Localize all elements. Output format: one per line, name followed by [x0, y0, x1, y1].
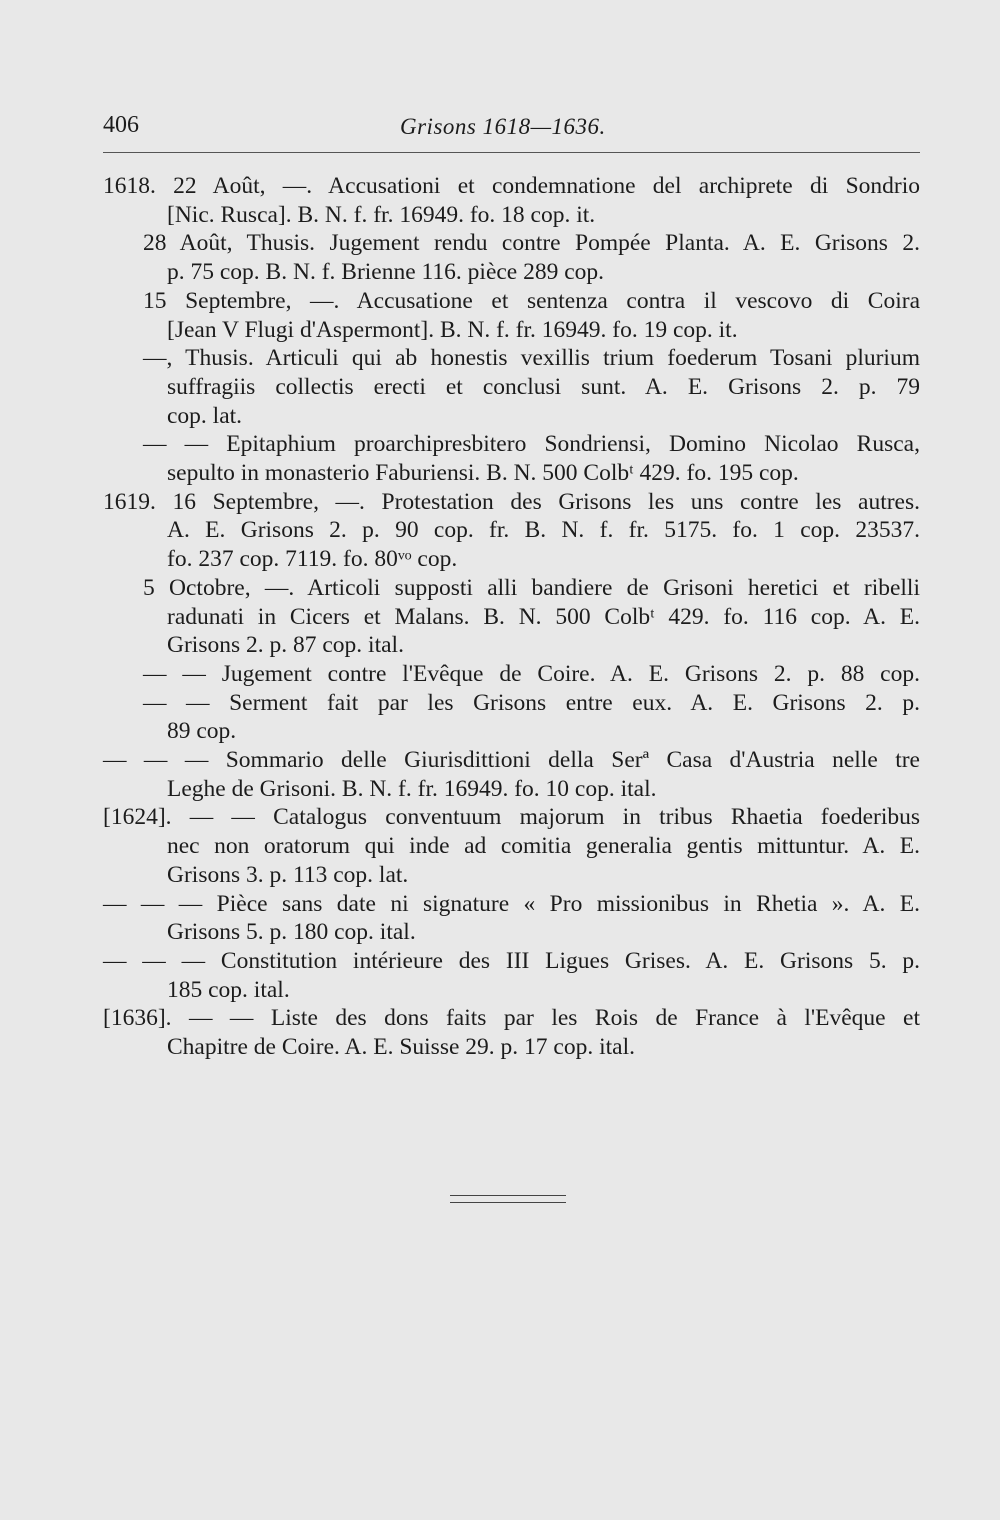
entry-line: 1618. 22 Août, —. Accusationi et condemnatione del archiprete di Sondrio	[103, 173, 920, 199]
entry-1624-piece-sans-date	[103, 890, 920, 947]
entry-line: 89 cop.	[167, 718, 237, 745]
entry-1624-catalogus	[103, 803, 920, 889]
entry-line: [Jean V Flugi d'Aspermont]. B. N. f. fr. 16949. fo. 19 cop. it.	[167, 316, 738, 343]
entry-1618-22-aout	[103, 172, 920, 229]
entry-line: A. E. Grisons 2. p. 90 cop. fr. B. N. f. fr. 5175. fo. 1 cop. 23537.	[167, 517, 920, 544]
entry-line: nec non oratorum qui inde ad comitia generalia gentis mittuntur. A. E.	[167, 833, 920, 860]
entry-line: Chapitre de Coire. A. E. Suisse 29. p. 17 cop. ital.	[167, 1034, 635, 1061]
entry-line: —, Thusis. Articuli qui ab honestis vexillis trium foederum Tosani plurium	[143, 345, 920, 372]
header-rule	[103, 152, 920, 153]
entry-line: radunati in Cicers et Malans. B. N. 500 Colbᵗ 429. fo. 116 cop. A. E.	[167, 603, 920, 630]
entry-line: Grisons 3. p. 113 cop. lat.	[167, 861, 409, 888]
entry-1619-16-septembre	[103, 488, 920, 574]
entry-line: Leghe de Grisoni. B. N. f. fr. 16949. fo. 10 cop. ital.	[167, 775, 657, 802]
running-head	[103, 112, 920, 148]
entry-line: [1624]. — — Catalogus conventuum majorum in tribus Rhaetia foederibus	[103, 804, 920, 831]
entry-line: [Nic. Rusca]. B. N. f. fr. 16949. fo. 18 cop. it.	[167, 201, 596, 228]
entry-1618-28-aout	[103, 229, 920, 286]
entry-1618-15-septembre	[103, 287, 920, 344]
entry-line: 1619. 16 Septembre, —. Protestation des Grisons les uns contre les autres.	[103, 488, 920, 515]
entry-line: [1636]. — — Liste des dons faits par les Rois de France à l'Evêque et	[103, 1005, 920, 1032]
entry-1636-liste	[103, 1004, 920, 1061]
end-double-rule	[450, 1195, 566, 1203]
entry-line: — — — Pièce sans date ni signature « Pro missionibus in Rhetia ». A. E.	[103, 890, 920, 917]
entry-line: 15 Septembre, —. Accusatione et sentenza contra il vescovo di Coira	[143, 287, 920, 314]
entry-line: — — Jugement contre l'Evêque de Coire. A. E. Grisons 2. p. 88 cop.	[143, 660, 920, 687]
entry-line: — — — Sommario delle Giurisdittioni della Serª Casa d'Austria nelle tre	[103, 747, 920, 774]
entry-line: 28 Août, Thusis. Jugement rendu contre Pompée Planta. A. E. Grisons 2.	[143, 230, 920, 257]
entry-line: Grisons 5. p. 180 cop. ital.	[167, 919, 416, 946]
entry-1619-jugement	[103, 660, 920, 689]
page-number: 406	[103, 112, 139, 138]
entry-1619-serment	[103, 689, 920, 746]
entry-line: cop. lat.	[167, 402, 243, 429]
entry-line: — — Epitaphium proarchipresbitero Sondriensi, Domino Nicolao Rusca,	[143, 431, 920, 458]
entry-list	[103, 172, 920, 1062]
running-title: Grisons 1618—1636.	[400, 114, 606, 139]
entry-line: — — Serment fait par les Grisons entre eux. A. E. Grisons 2. p.	[143, 689, 920, 716]
entry-line: Grisons 2. p. 87 cop. ital.	[167, 632, 404, 659]
entry-line: suffragiis collectis erecti et conclusi sunt. A. E. Grisons 2. p. 79	[167, 373, 920, 400]
entry-1619-5-octobre	[103, 574, 920, 660]
entry-1619-sommario	[103, 746, 920, 803]
entry-1618-thusis-articuli	[103, 344, 920, 430]
entry-line: 185 cop. ital.	[167, 976, 290, 1003]
entry-line: sepulto in monasterio Faburiensi. B. N. 500 Colbᵗ 429. fo. 195 cop.	[167, 460, 799, 487]
entry-1618-epitaphium	[103, 430, 920, 487]
entry-line: fo. 237 cop. 7119. fo. 80ᵛᵒ cop.	[167, 546, 458, 573]
entry-line: 5 Octobre, —. Articoli supposti alli bandiere de Grisoni heretici et ribelli	[143, 574, 920, 601]
entry-1624-constitution	[103, 947, 920, 1004]
entry-line: p. 75 cop. B. N. f. Brienne 116. pièce 289 cop.	[167, 259, 605, 286]
entry-line: — — — Constitution intérieure des III Ligues Grises. A. E. Grisons 5. p.	[103, 947, 920, 974]
